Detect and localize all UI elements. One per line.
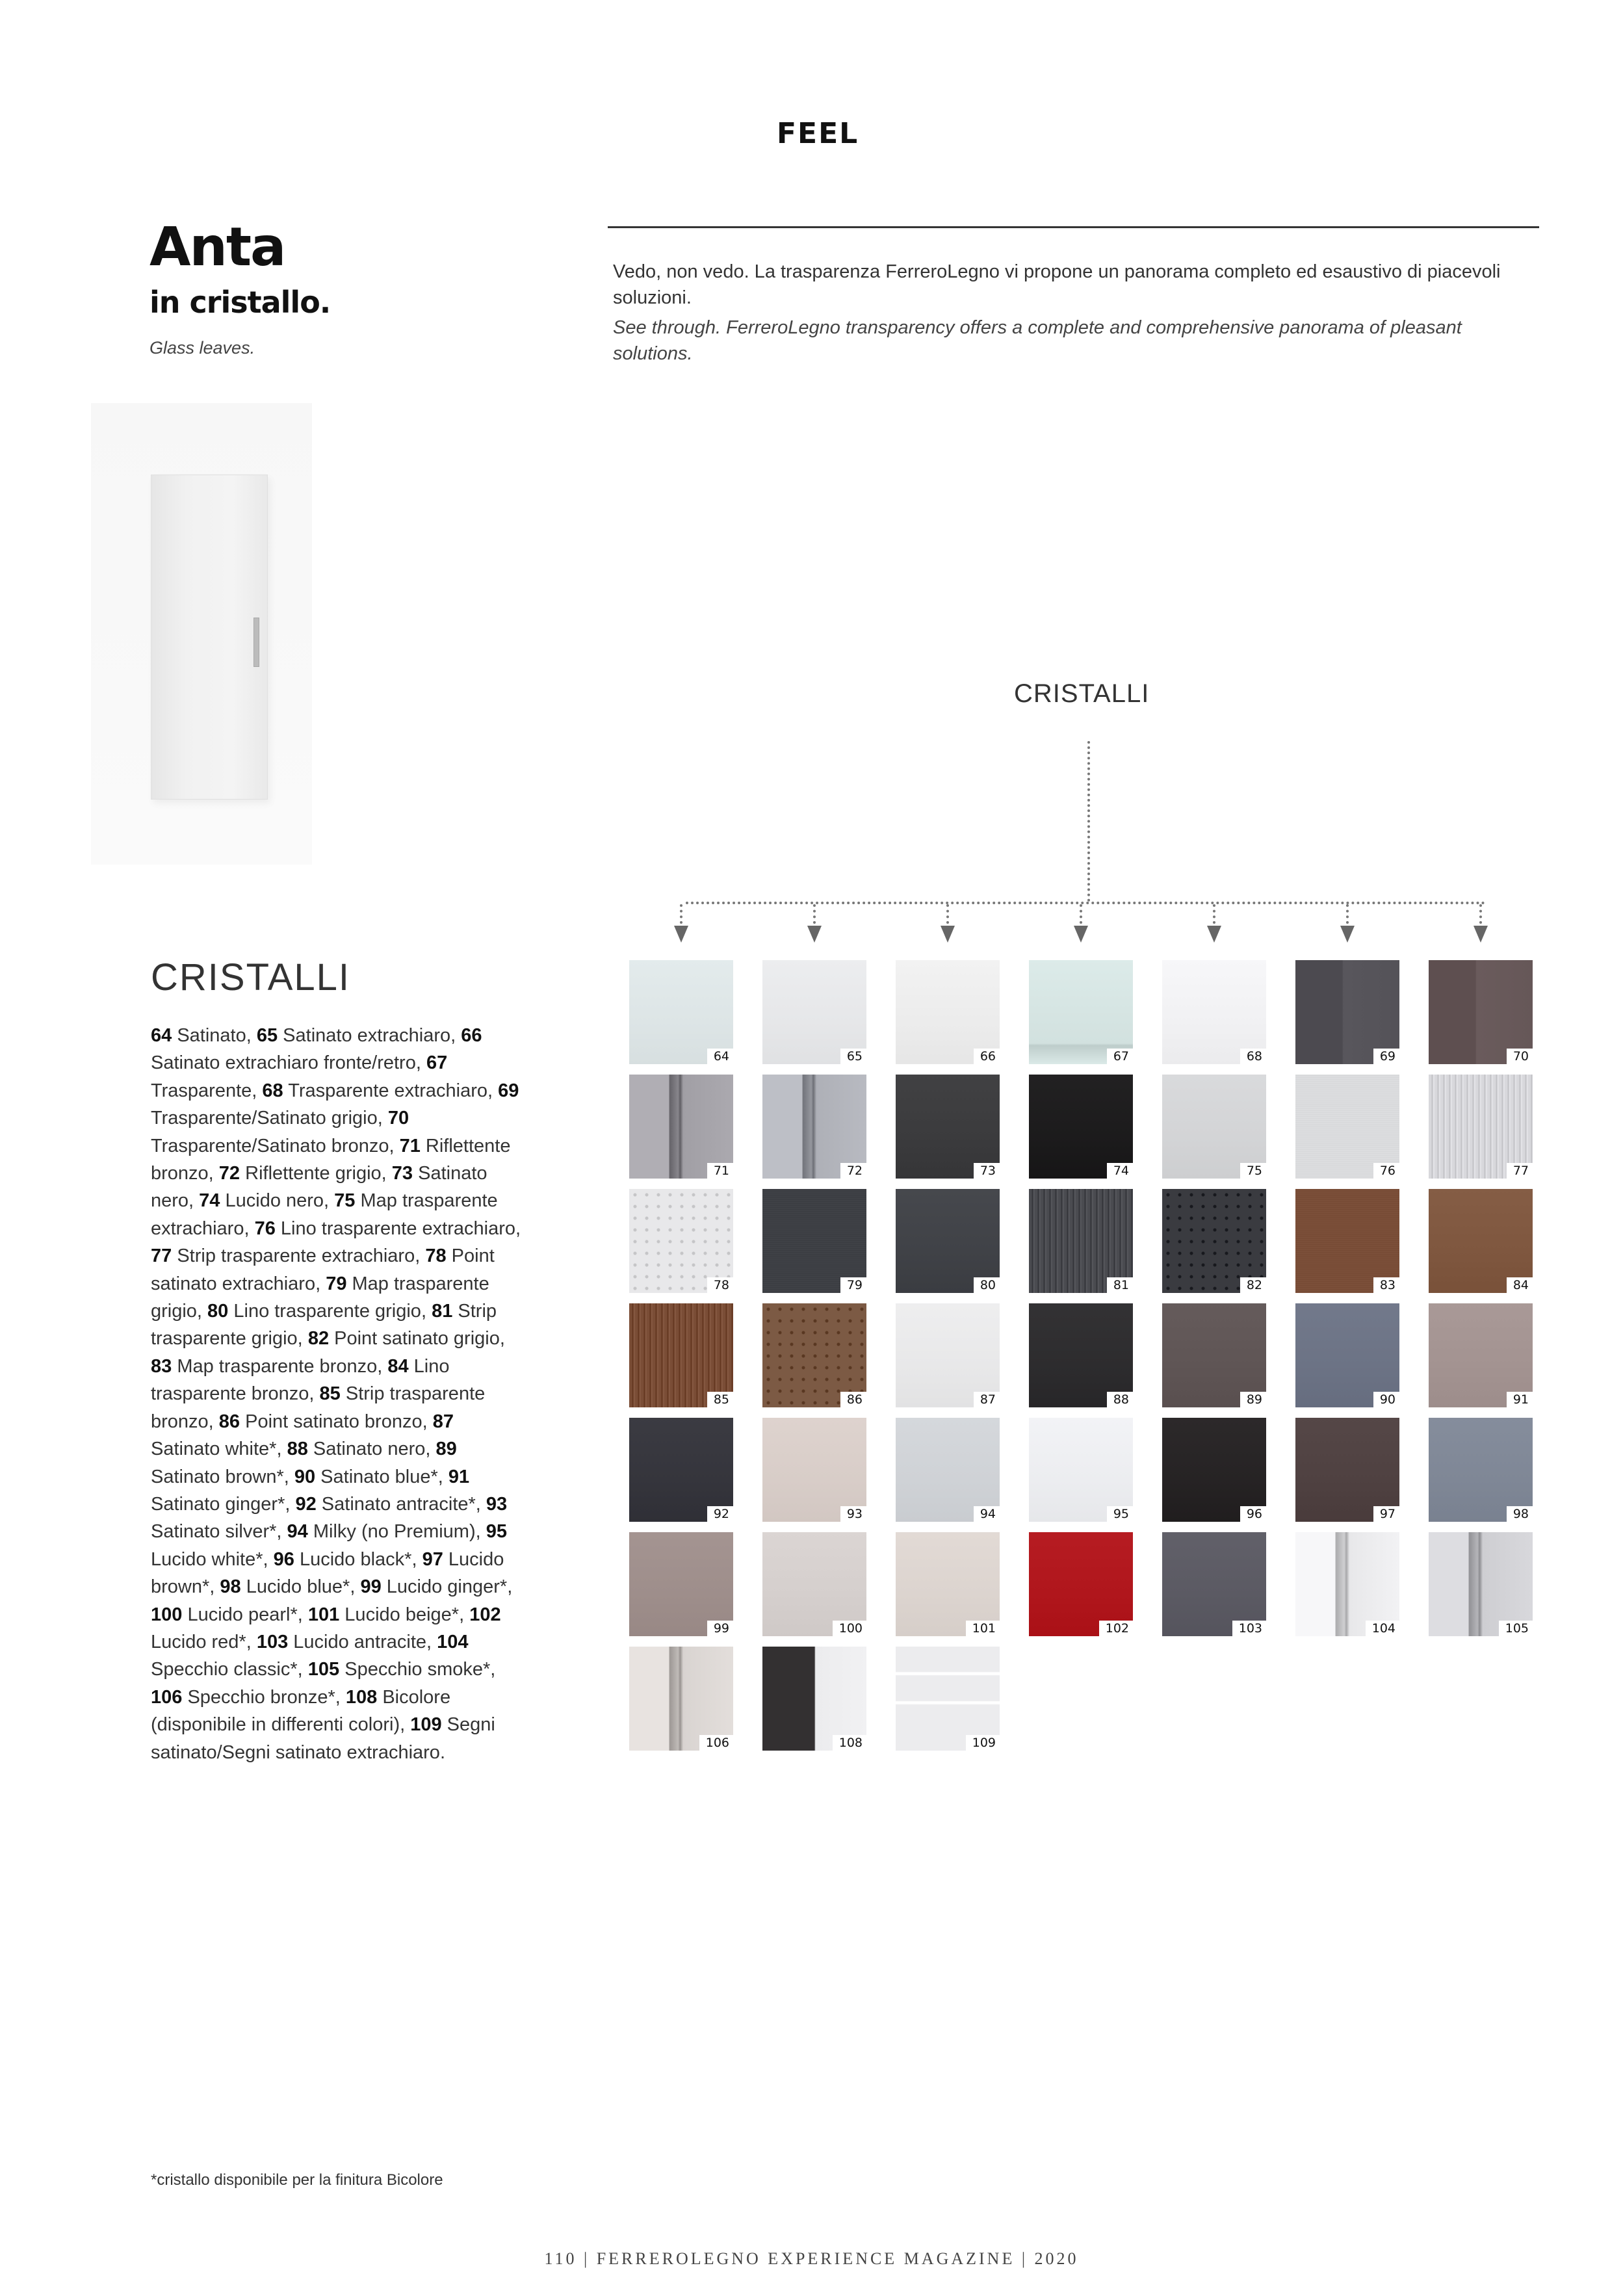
swatch-code-label: 87 bbox=[974, 1392, 1000, 1407]
list-code: 109 bbox=[410, 1714, 442, 1736]
list-name: Map trasparente grigio, bbox=[151, 1273, 489, 1322]
list-code: 64 bbox=[151, 1025, 172, 1046]
glass-swatch bbox=[1162, 1532, 1266, 1636]
list-code: 66 bbox=[461, 1025, 482, 1046]
list-name: Satinato nero, bbox=[307, 1439, 436, 1460]
list-name: Lucido black*, bbox=[294, 1548, 422, 1570]
glass-swatch bbox=[896, 1418, 1000, 1522]
list-name: Lucido red*, bbox=[151, 1631, 257, 1652]
swatch-code-label: 100 bbox=[833, 1621, 866, 1636]
list-name: Lucido blue*, bbox=[240, 1576, 361, 1598]
door-handle bbox=[253, 618, 259, 667]
glass-swatch bbox=[762, 1647, 866, 1751]
glass-swatch bbox=[1162, 1418, 1266, 1522]
glass-swatch bbox=[762, 1075, 866, 1179]
glass-swatch bbox=[629, 1647, 733, 1751]
swatch-code-label: 88 bbox=[1107, 1392, 1133, 1407]
list-code: 96 bbox=[273, 1548, 294, 1570]
list-name: Lucido brown*, bbox=[151, 1548, 504, 1598]
glass-swatch bbox=[629, 1532, 733, 1636]
list-code: 105 bbox=[307, 1659, 340, 1680]
list-name: Lucido pearl*, bbox=[182, 1604, 308, 1625]
glass-swatch bbox=[1029, 960, 1133, 1064]
list-code: 86 bbox=[218, 1411, 240, 1432]
header-rule bbox=[608, 226, 1539, 228]
swatch-code-label: 81 bbox=[1107, 1277, 1133, 1293]
swatch-code-label: 71 bbox=[707, 1163, 733, 1179]
swatch-code-label: 97 bbox=[1373, 1506, 1399, 1522]
list-name: Satinato silver*, bbox=[151, 1521, 287, 1543]
list-code: 104 bbox=[437, 1631, 469, 1652]
glass-swatch bbox=[896, 1075, 1000, 1179]
arrow-down-icon bbox=[1074, 926, 1088, 943]
list-code: 87 bbox=[432, 1411, 454, 1432]
glass-swatch bbox=[896, 1303, 1000, 1407]
list-name: Strip trasparente grigio, bbox=[151, 1301, 497, 1350]
list-name: Trasparente extrachiaro, bbox=[283, 1080, 499, 1101]
swatch-code-label: 92 bbox=[707, 1506, 733, 1522]
list-code: 91 bbox=[448, 1466, 470, 1487]
glass-swatch bbox=[1295, 1075, 1399, 1179]
list-code: 75 bbox=[334, 1190, 356, 1212]
list-code: 102 bbox=[469, 1604, 501, 1625]
arrow-down-icon bbox=[1474, 926, 1488, 943]
swatch-code-label: 73 bbox=[974, 1163, 1000, 1179]
list-code: 92 bbox=[295, 1493, 317, 1515]
tree-branch-connector bbox=[680, 904, 682, 924]
list-code: 95 bbox=[486, 1521, 507, 1543]
glass-swatch bbox=[629, 960, 733, 1064]
brand-logo-text: FEEL bbox=[777, 117, 859, 150]
swatch-code-label: 89 bbox=[1240, 1392, 1266, 1407]
glass-swatch bbox=[762, 960, 866, 1064]
list-code: 94 bbox=[287, 1521, 308, 1543]
glass-swatch bbox=[1295, 1418, 1399, 1522]
swatch-code-label: 79 bbox=[840, 1277, 866, 1293]
list-code: 84 bbox=[387, 1355, 409, 1377]
list-code: 78 bbox=[425, 1246, 447, 1267]
list-name: Map trasparente bronzo, bbox=[172, 1355, 388, 1377]
swatch-code-label: 67 bbox=[1107, 1049, 1133, 1064]
page-subtitle: in cristallo. bbox=[149, 285, 331, 320]
glass-swatch bbox=[896, 960, 1000, 1064]
list-code: 70 bbox=[387, 1108, 409, 1129]
glass-swatch bbox=[896, 1647, 1000, 1751]
list-name: Lucido nero, bbox=[220, 1190, 335, 1212]
list-name: Strip trasparente bronzo, bbox=[151, 1383, 486, 1432]
glass-swatch bbox=[896, 1532, 1000, 1636]
list-name: Satinato blue*, bbox=[315, 1466, 448, 1487]
glass-swatch bbox=[1162, 1075, 1266, 1179]
swatch-code-label: 74 bbox=[1107, 1163, 1133, 1179]
glass-swatch bbox=[1162, 1189, 1266, 1293]
list-name: Lucido white*, bbox=[151, 1548, 274, 1570]
tree-branch-connector bbox=[1479, 904, 1482, 924]
list-heading: CRISTALLI bbox=[151, 956, 351, 998]
page-title-english: Glass leaves. bbox=[149, 338, 255, 358]
list-code: 98 bbox=[220, 1576, 241, 1598]
list-code: 89 bbox=[435, 1439, 457, 1460]
glass-swatch bbox=[1429, 1303, 1533, 1407]
list-code: 74 bbox=[199, 1190, 220, 1212]
swatch-code-label: 103 bbox=[1232, 1621, 1266, 1636]
list-name: Specchio bronze*, bbox=[182, 1686, 346, 1708]
list-name: Lucido beige*, bbox=[339, 1604, 470, 1625]
list-name: Point satinato bronzo, bbox=[240, 1411, 433, 1432]
swatch-code-label: 68 bbox=[1240, 1049, 1266, 1064]
tree-title: CRISTALLI bbox=[1014, 679, 1150, 708]
swatch-code-label: 95 bbox=[1107, 1506, 1133, 1522]
glass-swatch bbox=[629, 1303, 733, 1407]
tree-branch-connector bbox=[1213, 904, 1215, 924]
list-name: Lino trasparente grigio, bbox=[228, 1301, 432, 1322]
swatch-code-label: 84 bbox=[1507, 1277, 1533, 1293]
glass-door-image bbox=[91, 403, 312, 865]
swatch-code-label: 102 bbox=[1099, 1621, 1133, 1636]
list-code: 81 bbox=[432, 1301, 453, 1322]
glass-swatch bbox=[629, 1075, 733, 1179]
list-code: 83 bbox=[151, 1355, 172, 1377]
list-name: Satinato extrachiaro fronte/retro, bbox=[151, 1052, 426, 1074]
glass-swatch bbox=[762, 1189, 866, 1293]
list-name: Lucido antracite, bbox=[288, 1631, 437, 1652]
list-name: Satinato extrachiaro, bbox=[278, 1025, 461, 1046]
swatch-code-label: 98 bbox=[1507, 1506, 1533, 1522]
glass-swatch bbox=[762, 1418, 866, 1522]
glass-swatch bbox=[762, 1303, 866, 1407]
list-code: 103 bbox=[256, 1631, 289, 1652]
intro-italian: Vedo, non vedo. La trasparenza FerreroLegno vi propone un panorama completo ed esaustivo di piacevoli soluzioni. bbox=[613, 261, 1501, 308]
list-code: 90 bbox=[294, 1466, 316, 1487]
glass-swatch bbox=[1429, 1418, 1533, 1522]
list-name: Satinato brown*, bbox=[151, 1466, 294, 1487]
list-name: Specchio smoke*, bbox=[339, 1659, 496, 1680]
swatch-code-label: 80 bbox=[974, 1277, 1000, 1293]
arrow-down-icon bbox=[1340, 926, 1355, 943]
swatch-code-label: 75 bbox=[1240, 1163, 1266, 1179]
swatch-code-label: 101 bbox=[966, 1621, 1000, 1636]
glass-swatch bbox=[1429, 1532, 1533, 1636]
page-title: Anta bbox=[149, 216, 285, 278]
swatch-code-label: 76 bbox=[1373, 1163, 1399, 1179]
swatch-code-label: 91 bbox=[1507, 1392, 1533, 1407]
list-name: Satinato, bbox=[172, 1025, 257, 1046]
list-code: 65 bbox=[256, 1025, 278, 1046]
list-code: 85 bbox=[319, 1383, 341, 1405]
list-name: Lino trasparente extrachiaro, bbox=[275, 1218, 521, 1239]
list-code: 73 bbox=[391, 1163, 413, 1184]
list-code: 79 bbox=[326, 1273, 347, 1294]
swatch-code-label: 105 bbox=[1499, 1621, 1533, 1636]
swatch-code-label: 94 bbox=[974, 1506, 1000, 1522]
swatch-code-label: 86 bbox=[840, 1392, 866, 1407]
tree-branch-connector bbox=[813, 904, 816, 924]
list-code: 101 bbox=[307, 1604, 340, 1625]
list-name: Satinato nero, bbox=[151, 1163, 487, 1212]
arrow-down-icon bbox=[807, 926, 822, 943]
list-code: 106 bbox=[151, 1686, 183, 1708]
arrow-down-icon bbox=[941, 926, 955, 943]
glass-swatch bbox=[1429, 1189, 1533, 1293]
glass-swatch bbox=[1029, 1418, 1133, 1522]
swatch-code-label: 93 bbox=[840, 1506, 866, 1522]
list-name: Riflettente bronzo, bbox=[151, 1135, 511, 1184]
glass-swatch bbox=[1295, 1303, 1399, 1407]
swatch-code-label: 99 bbox=[707, 1621, 733, 1636]
list-name: Segni satinato/Segni satinato extrachiaro. bbox=[151, 1714, 495, 1763]
glass-swatch bbox=[1029, 1189, 1133, 1293]
tree-branch-connector bbox=[1346, 904, 1349, 924]
glass-swatch bbox=[629, 1189, 733, 1293]
tree-branch-line bbox=[686, 902, 1485, 904]
list-code: 99 bbox=[360, 1576, 382, 1598]
list-name: Satinato antracite*, bbox=[316, 1493, 486, 1515]
list-name: Point satinato extrachiaro, bbox=[151, 1246, 495, 1294]
list-name: Satinato white*, bbox=[151, 1439, 287, 1460]
arrow-down-icon bbox=[674, 926, 688, 943]
swatch-code-label: 78 bbox=[707, 1277, 733, 1293]
brand-logo bbox=[777, 117, 868, 150]
list-name: Trasparente/Satinato grigio, bbox=[151, 1108, 388, 1129]
list-code: 71 bbox=[399, 1135, 421, 1156]
swatch-code-label: 96 bbox=[1240, 1506, 1266, 1522]
glass-swatch bbox=[1429, 960, 1533, 1064]
list-name: Satinato ginger*, bbox=[151, 1493, 296, 1515]
list-code: 80 bbox=[207, 1301, 229, 1322]
list-name: Point satinato grigio, bbox=[329, 1328, 505, 1350]
page-folio: 110 | FERREROLEGNO EXPERIENCE MAGAZINE | 2020 bbox=[544, 2249, 1079, 2268]
list-code: 77 bbox=[151, 1246, 172, 1267]
glass-list bbox=[151, 1022, 521, 1766]
list-name: Trasparente, bbox=[151, 1080, 263, 1101]
glass-swatch bbox=[1162, 960, 1266, 1064]
glass-swatch bbox=[1029, 1532, 1133, 1636]
list-name: Strip trasparente extrachiaro, bbox=[172, 1246, 426, 1267]
tree-branch-connector bbox=[946, 904, 949, 924]
list-code: 82 bbox=[307, 1328, 330, 1350]
tree-branch-connector bbox=[1080, 904, 1082, 924]
intro-english: See through. FerreroLegno transparency offers a complete and comprehensive panorama of pleasant solutions. bbox=[613, 317, 1462, 364]
swatch-code-label: 104 bbox=[1366, 1621, 1399, 1636]
swatch-code-label: 83 bbox=[1373, 1277, 1399, 1293]
glass-swatch bbox=[762, 1532, 866, 1636]
swatch-code-label: 77 bbox=[1507, 1163, 1533, 1179]
list-code: 88 bbox=[287, 1439, 308, 1460]
swatch-code-label: 66 bbox=[974, 1049, 1000, 1064]
list-code: 93 bbox=[486, 1493, 508, 1515]
swatch-code-label: 64 bbox=[707, 1049, 733, 1064]
list-code: 97 bbox=[422, 1548, 443, 1570]
list-name: Lucido ginger*, bbox=[381, 1576, 513, 1598]
glass-swatch bbox=[629, 1418, 733, 1522]
swatch-code-label: 70 bbox=[1507, 1049, 1533, 1064]
glass-swatch bbox=[1162, 1303, 1266, 1407]
swatch-code-label: 90 bbox=[1373, 1392, 1399, 1407]
list-name: Milky (no Premium), bbox=[307, 1521, 486, 1543]
glass-swatch bbox=[1295, 960, 1399, 1064]
list-name: Lino trasparente bronzo, bbox=[151, 1355, 450, 1405]
arrow-down-icon bbox=[1207, 926, 1221, 943]
swatch-code-label: 109 bbox=[966, 1735, 1000, 1751]
swatch-code-label: 85 bbox=[707, 1392, 733, 1407]
list-code: 68 bbox=[262, 1080, 283, 1101]
list-code: 69 bbox=[498, 1080, 519, 1101]
swatch-code-label: 108 bbox=[833, 1735, 866, 1751]
list-code: 100 bbox=[151, 1604, 183, 1625]
swatch-code-label: 69 bbox=[1373, 1049, 1399, 1064]
swatch-code-label: 65 bbox=[840, 1049, 866, 1064]
list-name: Bicolore (disponibile in differenti colori), bbox=[151, 1686, 451, 1736]
list-name: Map trasparente extrachiaro, bbox=[151, 1190, 498, 1239]
list-code: 76 bbox=[254, 1218, 276, 1239]
swatch-code-label: 106 bbox=[699, 1735, 733, 1751]
glass-swatch bbox=[1429, 1075, 1533, 1179]
footnote: *cristallo disponibile per la finitura Bicolore bbox=[151, 2171, 443, 2189]
list-name: Specchio classic*, bbox=[151, 1659, 308, 1680]
glass-swatch bbox=[1029, 1075, 1133, 1179]
door-panel bbox=[151, 475, 268, 800]
list-code: 108 bbox=[345, 1686, 378, 1708]
tree-trunk-line bbox=[1087, 741, 1090, 902]
glass-swatch bbox=[1029, 1303, 1133, 1407]
glass-swatch bbox=[1295, 1532, 1399, 1636]
swatch-code-label: 82 bbox=[1240, 1277, 1266, 1293]
list-code: 72 bbox=[218, 1163, 240, 1184]
list-name: Riflettente grigio, bbox=[240, 1163, 392, 1184]
list-code: 67 bbox=[426, 1052, 448, 1074]
glass-swatch bbox=[1295, 1189, 1399, 1293]
swatch-code-label: 72 bbox=[840, 1163, 866, 1179]
glass-swatch bbox=[896, 1189, 1000, 1293]
list-name: Trasparente/Satinato bronzo, bbox=[151, 1135, 400, 1156]
